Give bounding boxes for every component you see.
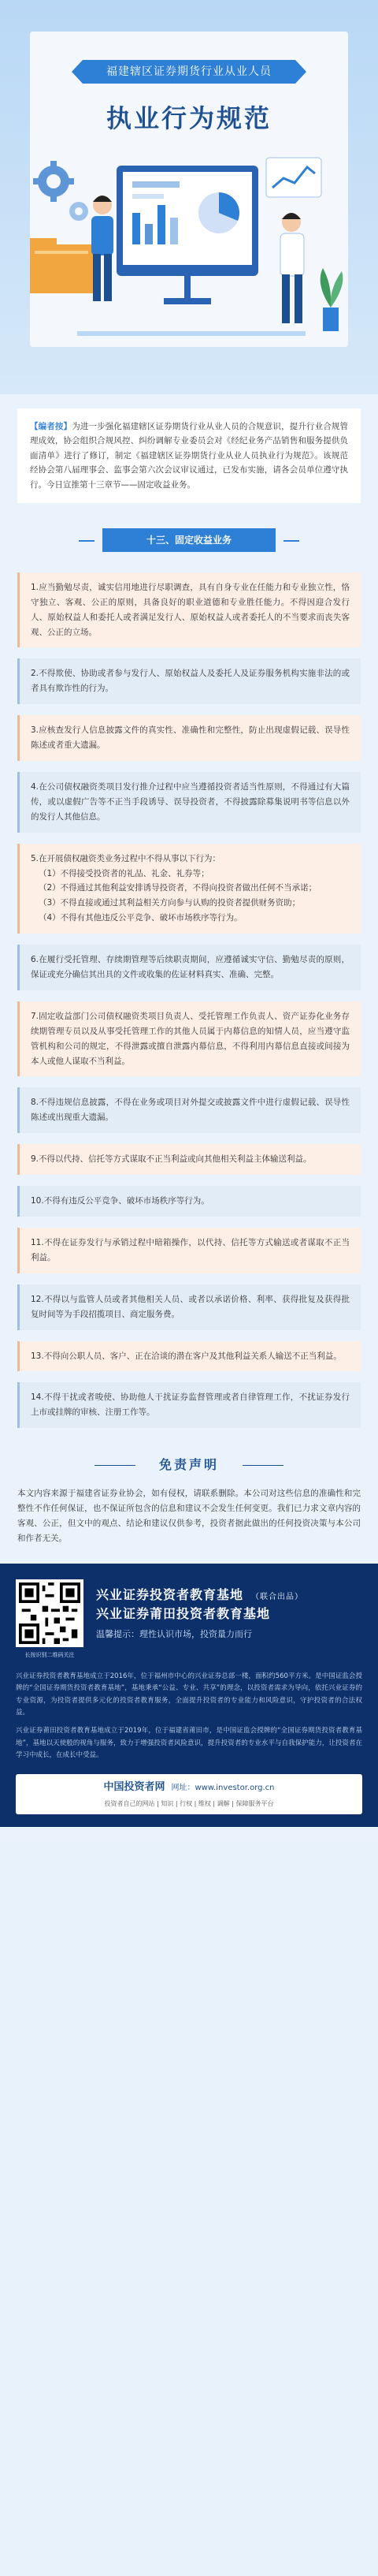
qr-code[interactable] (16, 1579, 83, 1647)
rule-card (17, 715, 361, 761)
gear-small-icon (69, 202, 88, 221)
rule-card (17, 844, 361, 934)
folder-icon (30, 238, 93, 293)
qr-block (16, 1579, 83, 1660)
qr-caption: 长按识别二维码关注 (24, 1651, 75, 1658)
bottom-spacer (0, 1827, 378, 1841)
footer-top (16, 1579, 362, 1660)
footer-base-1-name: 兴业证券投资者教育基地 (96, 1586, 244, 1602)
rule-subitem: （3）不得直接或通过其利益相关方向参与认购的投资者提供财务资助； (39, 898, 301, 908)
hero-ribbon: 福建辖区证券期货行业从业人员 (83, 60, 295, 84)
investor-site-banner[interactable] (16, 1774, 362, 1814)
section-title: 十三、固定收益业务 (102, 528, 276, 552)
footer-para-1: 兴业证券投资者教育基地成立于2016年，位于福州市中心的兴业证券总部一楼，面积约560平方米。是中国证监会授牌的“全国证券期货投资者教育基地”，基地秉承“公益、专业、共享”的理念，以投资者需求为导向，依托兴业证券的专业资源，为投资者提供多元化的投资者教育服务，全面提升投资者的专业能力和风险意识，守护投资者的合法权益。 (16, 1672, 362, 1717)
footer-base-1 (96, 1586, 303, 1605)
footer-joint: （联合出品） (251, 1592, 304, 1601)
footer-base-2: 兴业证券莆田投资者教育基地 (96, 1605, 271, 1621)
rule-card (17, 1341, 361, 1372)
footer-para-2: 兴业证券莆田投资者教育基地成立于2019年，位于福建省莆田市，是中国证监会授牌的“全国证券期货投资者教育基地”，基地以天使般的视角与服务，致力于增强投资者风险意识，提升投资者的专业水平与自我保护能力，让投资者在学习中成长，在成长中受益。 (16, 1727, 362, 1759)
footer (0, 1564, 378, 1827)
rule-card (17, 1382, 361, 1428)
disclaimer-heading (0, 1452, 378, 1478)
footer-headings (96, 1586, 303, 1642)
monitor-icon (117, 166, 258, 304)
hero-banner (0, 0, 378, 394)
rule-text: 5.在开展债权融资类业务过程中不得从事以下行为： (31, 853, 221, 863)
rule-card (17, 1186, 361, 1217)
rule-card (17, 1087, 361, 1133)
rule-text: 10.不得有违反公平竞争、破坏市场秩序等行为。 (31, 1196, 209, 1206)
rule-subitem: （1）不得接受投资者的礼品、礼金、礼券等； (39, 868, 209, 878)
rule-text: 11.不得在证券发行与承销过程中暗箱操作，以代持、信托等方式输送或者谋取不正当利益。 (31, 1238, 350, 1262)
plant-icon (321, 268, 343, 331)
rule-card (17, 945, 361, 990)
rule-card (17, 658, 361, 704)
disclaimer-title: 免责声明 (135, 1452, 243, 1478)
chart-card-icon (266, 158, 321, 197)
editor-note-lead: 【编者按】 (30, 422, 72, 431)
rule-subitem: （4）不得有其他违反公平竞争、破坏市场秩序等行为。 (39, 913, 243, 923)
qr-code-icon (19, 1583, 80, 1644)
rule-text: 7.固定收益部门公司债权融资类项目负责人、受托管理工作负责人、资产证券化业务存续期管理专员以及从事受托管理工作的其他人员属于内幕信息的知情人员，应当遵守监管机构和公司的规定，不得泄露或擅自泄露内幕信息，不得利用内幕信息直接或间接为本人或他人谋取不当利益。 (31, 1011, 350, 1066)
investor-site-tagline: 投资者自己的网站 | 知识 | 行权 | 维权 | 调解 | 保障服务平台 (104, 1799, 274, 1807)
investor-site-row (103, 1779, 274, 1797)
rule-subitem: （2）不得通过其他利益安排诱导投资者，不得向投资者做出任何不当承诺； (39, 883, 317, 893)
office-illustration (30, 150, 348, 347)
footer-slogan: 温馨提示：理性认识市场，投资量力而行 (96, 1628, 252, 1639)
rule-card (17, 1284, 361, 1330)
rule-text: 6.在履行受托管理、存续期管理等后续职责期间，应遵循诚实守信、勤勉尽责的原则，保证或充分确信其出具的文件或收集的佐证材料真实、准确、完整。 (31, 955, 350, 980)
rule-text: 9.不得以代持、信托等方式谋取不正当利益或向其他相关利益主体输送利益。 (31, 1154, 312, 1165)
investor-site-url[interactable]: 网址：www.investor.org.cn (171, 1783, 275, 1792)
section-rule-left (79, 540, 94, 542)
desk-line (77, 331, 306, 336)
investor-site-brand: 中国投资者网 (103, 1781, 165, 1794)
rule-card (17, 1001, 361, 1077)
person-right-illustration (280, 213, 304, 323)
rule-text: 12.不得以与监管人员或者其他相关人员、或者以承诺价格、利率、获得批复及获得批复时间等为手段招揽项目、商定服务费。 (31, 1294, 350, 1319)
gear-icon (33, 161, 74, 202)
rule-card (17, 1144, 361, 1175)
disclaimer-text: 本文内容来源于福建省证券业协会，如有侵权，请联系删除。本公司对这些信息的准确性和完整性不作任何保证，也不保证所包含的信息和建议不会发生任何变更。我们已力求文章内容的客观、公正，但文中的观点、结论和建议仅供参考，投资者据此做出的任何投资决策与本公司和作者无关。 (17, 1489, 361, 1543)
editor-note (17, 408, 361, 503)
section-heading (0, 517, 378, 561)
rule-card (17, 572, 361, 648)
rules-list (0, 572, 378, 1428)
rule-card (17, 772, 361, 833)
rule-text: 14.不得干扰或者唆使、协助他人干扰证券监督管理或者自律管理工作，不扰证券发行上市或挂牌的审核、注册工作等。 (31, 1392, 350, 1418)
rule-text: 3.应核查发行人信息披露文件的真实性、准确性和完整性，防止出现虚假记载、误导性陈述或者重大遗漏。 (31, 725, 350, 751)
person-left-illustration (91, 196, 113, 301)
rule-text: 1.应当勤勉尽责，诚实信用地进行尽职调查，具有自身专业在任能力和专业独立性，恪守独立、客观、公正的原则，具备良好的职业道德和专业胜任能力。不得因迎合发行人、原始权益人和委托人或者满足发行人、原始权益人或者委托人的不当要求而丧失客观、公正的立场。 (31, 582, 350, 637)
editor-note-text: 为进一步强化福建辖区证券期货行业从业人员的合规意识，提升行业合规管理成效，协会组织合规风控、纠纷调解专业委员会对《经纪业务产品销售和服务提供负面清单》进行了修订，制定《福建辖区证券期货行业从业人员执业行为规范》。该规范经协会第八届理事会、监事会第六次会议审议通过，已发布实施，请各会员单位遵守执行。今日宣推第十三章节——固定收益业务。 (30, 422, 349, 490)
rule-text: 2.不得欺使、协助或者参与发行人、原始权益人及委托人及证券服务机构实施非法的或者具有欺诈性的行为。 (31, 669, 350, 694)
rule-text: 13.不得向公职人员、客户、正在洽谈的潜在客户及其他利益关系人输送不正当利益。 (31, 1351, 342, 1361)
section-rule-right (284, 540, 299, 542)
rule-card (17, 1228, 361, 1273)
rule-text: 8.不得违规信息披露，不得在业务或项目对外提交或披露文件中进行虚假记载、误导性陈述或出现重大遗漏。 (31, 1098, 350, 1123)
rule-text: 4.在公司债权融资类项目发行推介过程中应当遵循投资者适当性原则，不得通过有大篇传，或以虚假广告等不正当手段诱导、误导投资者，不得披露除募集说明书等信息以外的发行人其他信息。 (31, 782, 350, 822)
page-title: 执业行为规范 (106, 103, 272, 133)
